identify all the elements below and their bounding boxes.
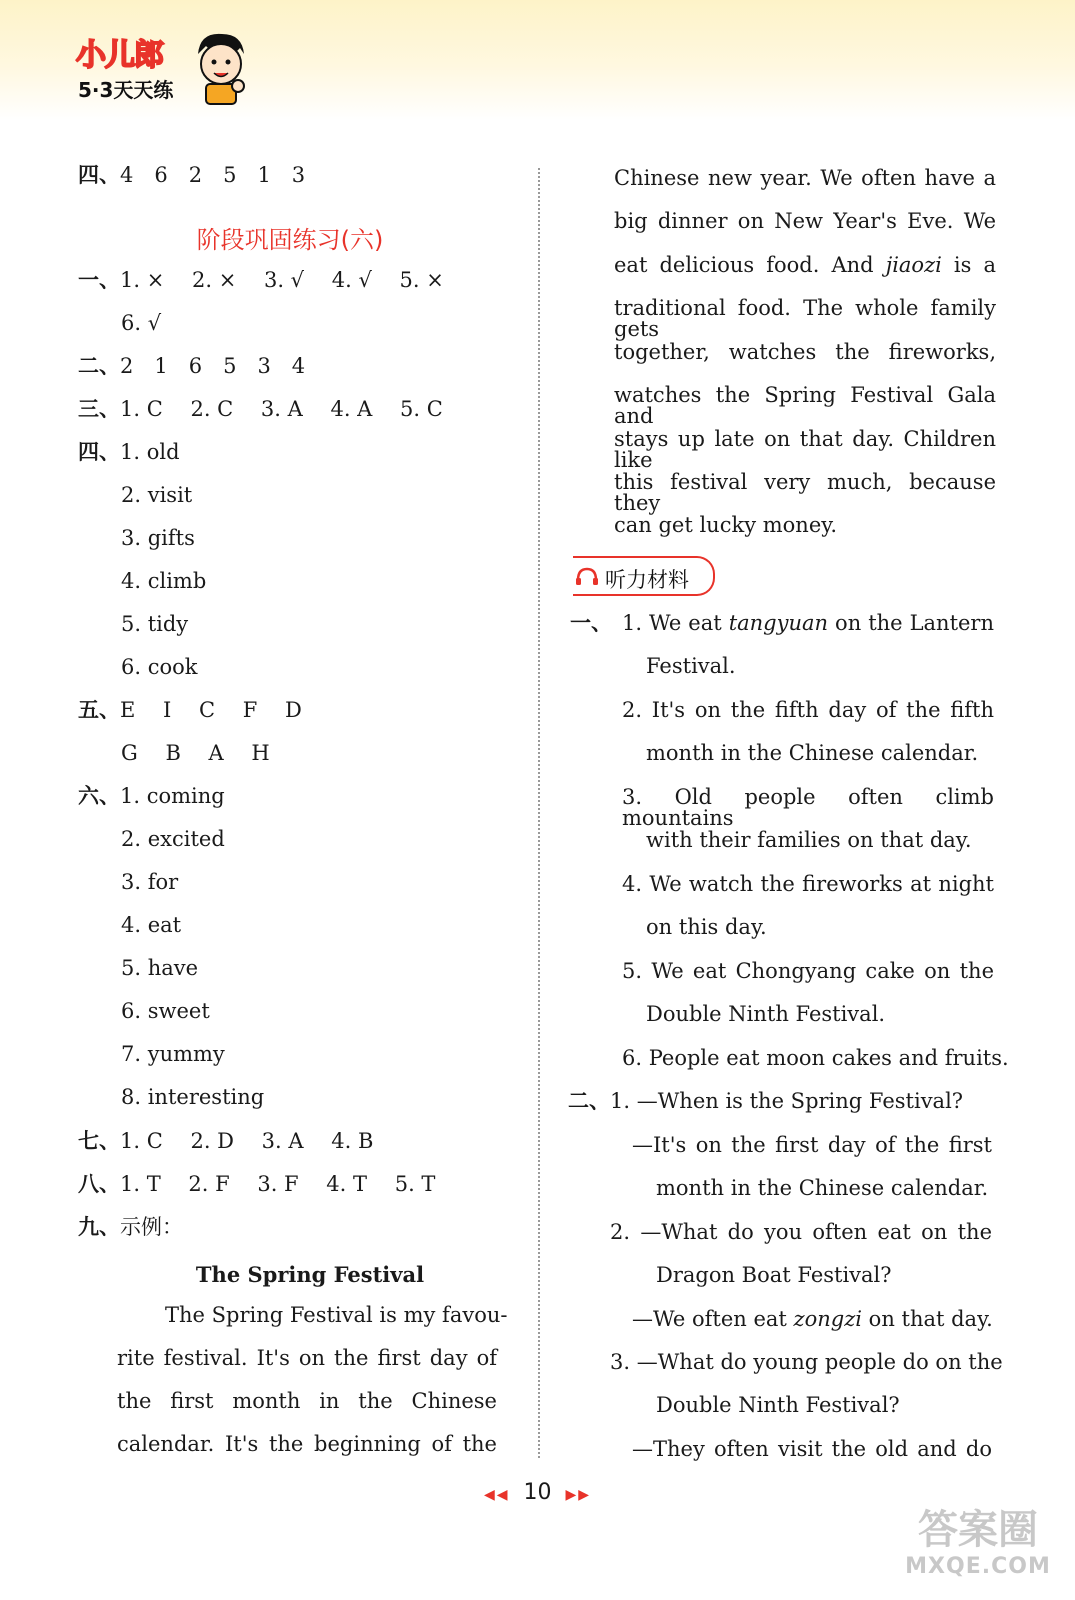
watermark	[903, 1506, 1053, 1596]
section-er	[78, 356, 305, 377]
dialogue-line: Dragon Boat Festival?	[656, 1263, 892, 1287]
section-jiu	[78, 1217, 183, 1238]
listening-line: 3. Old people often climb mountains	[622, 785, 994, 830]
listening-line: Festival.	[646, 654, 736, 678]
dialogue-line: —It's on the first day of the first	[632, 1133, 992, 1157]
essay-title: The Spring Festival	[195, 1262, 425, 1287]
essay-line: stays up late on that day. Children like	[614, 427, 996, 472]
brand-logo	[72, 30, 252, 114]
section-label: 三、	[78, 397, 120, 421]
dialogue-line: 3. —What do young people do on the	[610, 1350, 1003, 1374]
section-label: 四、	[78, 163, 120, 187]
listening-line: 4. We watch the fireworks at night	[622, 872, 994, 896]
dialogue-line: month in the Chinese calendar.	[656, 1176, 989, 1200]
answer-text: 6. √	[121, 311, 162, 335]
dialogue-line: Double Ninth Festival?	[656, 1393, 900, 1417]
list-item: 3. for	[121, 870, 179, 894]
section-label: 五、	[78, 698, 120, 722]
essay-line: this festival very much, because they	[614, 470, 996, 515]
list-item: 6. sweet	[121, 999, 210, 1023]
listening-line: 5. We eat Chongyang cake on the	[622, 959, 994, 983]
section-label: 六、	[78, 784, 120, 808]
list-item: 7. yummy	[121, 1042, 225, 1066]
list-item: 5. have	[121, 956, 199, 980]
list-item: 5. tidy	[121, 612, 189, 636]
listening-label: 听力材料	[605, 568, 689, 592]
section-wu	[78, 700, 302, 721]
section-yi	[78, 270, 444, 291]
listening-line: Double Ninth Festival.	[646, 1002, 886, 1026]
brand-subtitle: 5·3天天练	[78, 78, 174, 102]
essay-line: Chinese new year. We often have a	[614, 166, 996, 190]
section-title: 阶段巩固练习(六)	[196, 226, 384, 254]
section-label: 八、	[78, 1172, 120, 1196]
answer-text: 2 1 6 5 3 4	[120, 354, 306, 378]
essay-line: calendar. It's the beginning of the	[117, 1432, 497, 1456]
section-si-top	[78, 165, 305, 186]
essay-line	[614, 255, 996, 276]
list-item: 2. excited	[121, 827, 225, 851]
next-arrows-icon: ▶▶	[565, 1487, 592, 1503]
essay-line: watches the Spring Festival Gala and	[614, 383, 996, 428]
section-label: 二、	[78, 354, 120, 378]
section-liu	[78, 786, 225, 807]
listening-line: month in the Chinese calendar.	[646, 741, 979, 765]
listening-line: 1. We eat tangyuan on the Lantern	[622, 611, 994, 635]
section-ba	[78, 1174, 435, 1195]
list-item: 6. cook	[121, 655, 198, 679]
section-san	[78, 399, 443, 420]
dialogue-line: 2. —What do you often eat on the	[610, 1220, 992, 1244]
essay-line: traditional food. The whole family gets	[614, 296, 996, 341]
essay-line: the first month in the Chinese	[117, 1389, 497, 1413]
essay-line: big dinner on New Year's Eve. We	[614, 209, 996, 233]
section-label-text: 一、	[570, 611, 612, 635]
section-label: 四、	[78, 440, 120, 464]
boy-mascot-icon	[190, 28, 250, 106]
answer-text: 1. C 2. D 3. A 4. B	[120, 1129, 374, 1153]
answer-text: 1. T 2. F 3. F 4. T 5. T	[120, 1172, 436, 1196]
answer-text: 4 6 2 5 1 3	[120, 163, 306, 187]
page-number: 10	[523, 1480, 552, 1505]
answer-text: G B A H	[121, 741, 270, 765]
answer-text: 1. × 2. × 3. √ 4. √ 5. ×	[120, 268, 444, 292]
dialogue-line: —We often eat zongzi on that day.	[632, 1307, 993, 1331]
section-label: 七、	[78, 1129, 120, 1153]
list-item: 3. gifts	[121, 526, 195, 550]
headphones-icon	[575, 566, 599, 586]
listening-line: with their families on that day.	[646, 828, 972, 852]
listening-line: 2. It's on the fifth day of the fifth	[622, 698, 994, 722]
section-label-text: 二、	[568, 1089, 610, 1113]
watermark-title: 答案圈	[918, 1507, 1038, 1553]
list-item: 1. coming	[120, 784, 225, 808]
section-label	[568, 1091, 610, 1112]
column-divider	[538, 168, 540, 1458]
page-footer	[0, 1480, 1075, 1505]
section-label	[570, 613, 612, 634]
list-item: 1. old	[120, 440, 180, 464]
essay-line: rite festival. It's on the first day of	[117, 1346, 497, 1370]
dialogue-line: 1. —When is the Spring Festival?	[610, 1089, 964, 1113]
list-item: 2. visit	[121, 483, 193, 507]
essay-line: The Spring Festival is my favou-	[165, 1303, 508, 1327]
list-item: 4. eat	[121, 913, 182, 937]
essay-line-text: eat delicious food. And jiaozi is a	[614, 253, 996, 277]
listening-line: on this day.	[646, 915, 767, 939]
brand-title: 小儿郎	[76, 38, 163, 73]
list-item: 4. climb	[121, 569, 207, 593]
list-item: 8. interesting	[121, 1085, 265, 1109]
essay-line: can get lucky money.	[614, 513, 837, 537]
watermark-url: MXQE.COM	[905, 1554, 1051, 1579]
section-qi	[78, 1131, 373, 1152]
answer-text: 1. C 2. C 3. A 4. A 5. C	[120, 397, 443, 421]
listening-material-badge	[573, 556, 715, 596]
listening-line: 6. People eat moon cakes and fruits.	[622, 1046, 1009, 1070]
essay-line: together, watches the fireworks,	[614, 340, 996, 364]
answer-text: 示例：	[120, 1215, 183, 1239]
section-label: 一、	[78, 268, 120, 292]
section-si	[78, 442, 180, 463]
dialogue-line: —They often visit the old and do	[632, 1437, 992, 1461]
prev-arrows-icon: ◀◀	[483, 1487, 510, 1503]
section-label: 九、	[78, 1215, 120, 1239]
answer-text: E I C F D	[120, 698, 302, 722]
